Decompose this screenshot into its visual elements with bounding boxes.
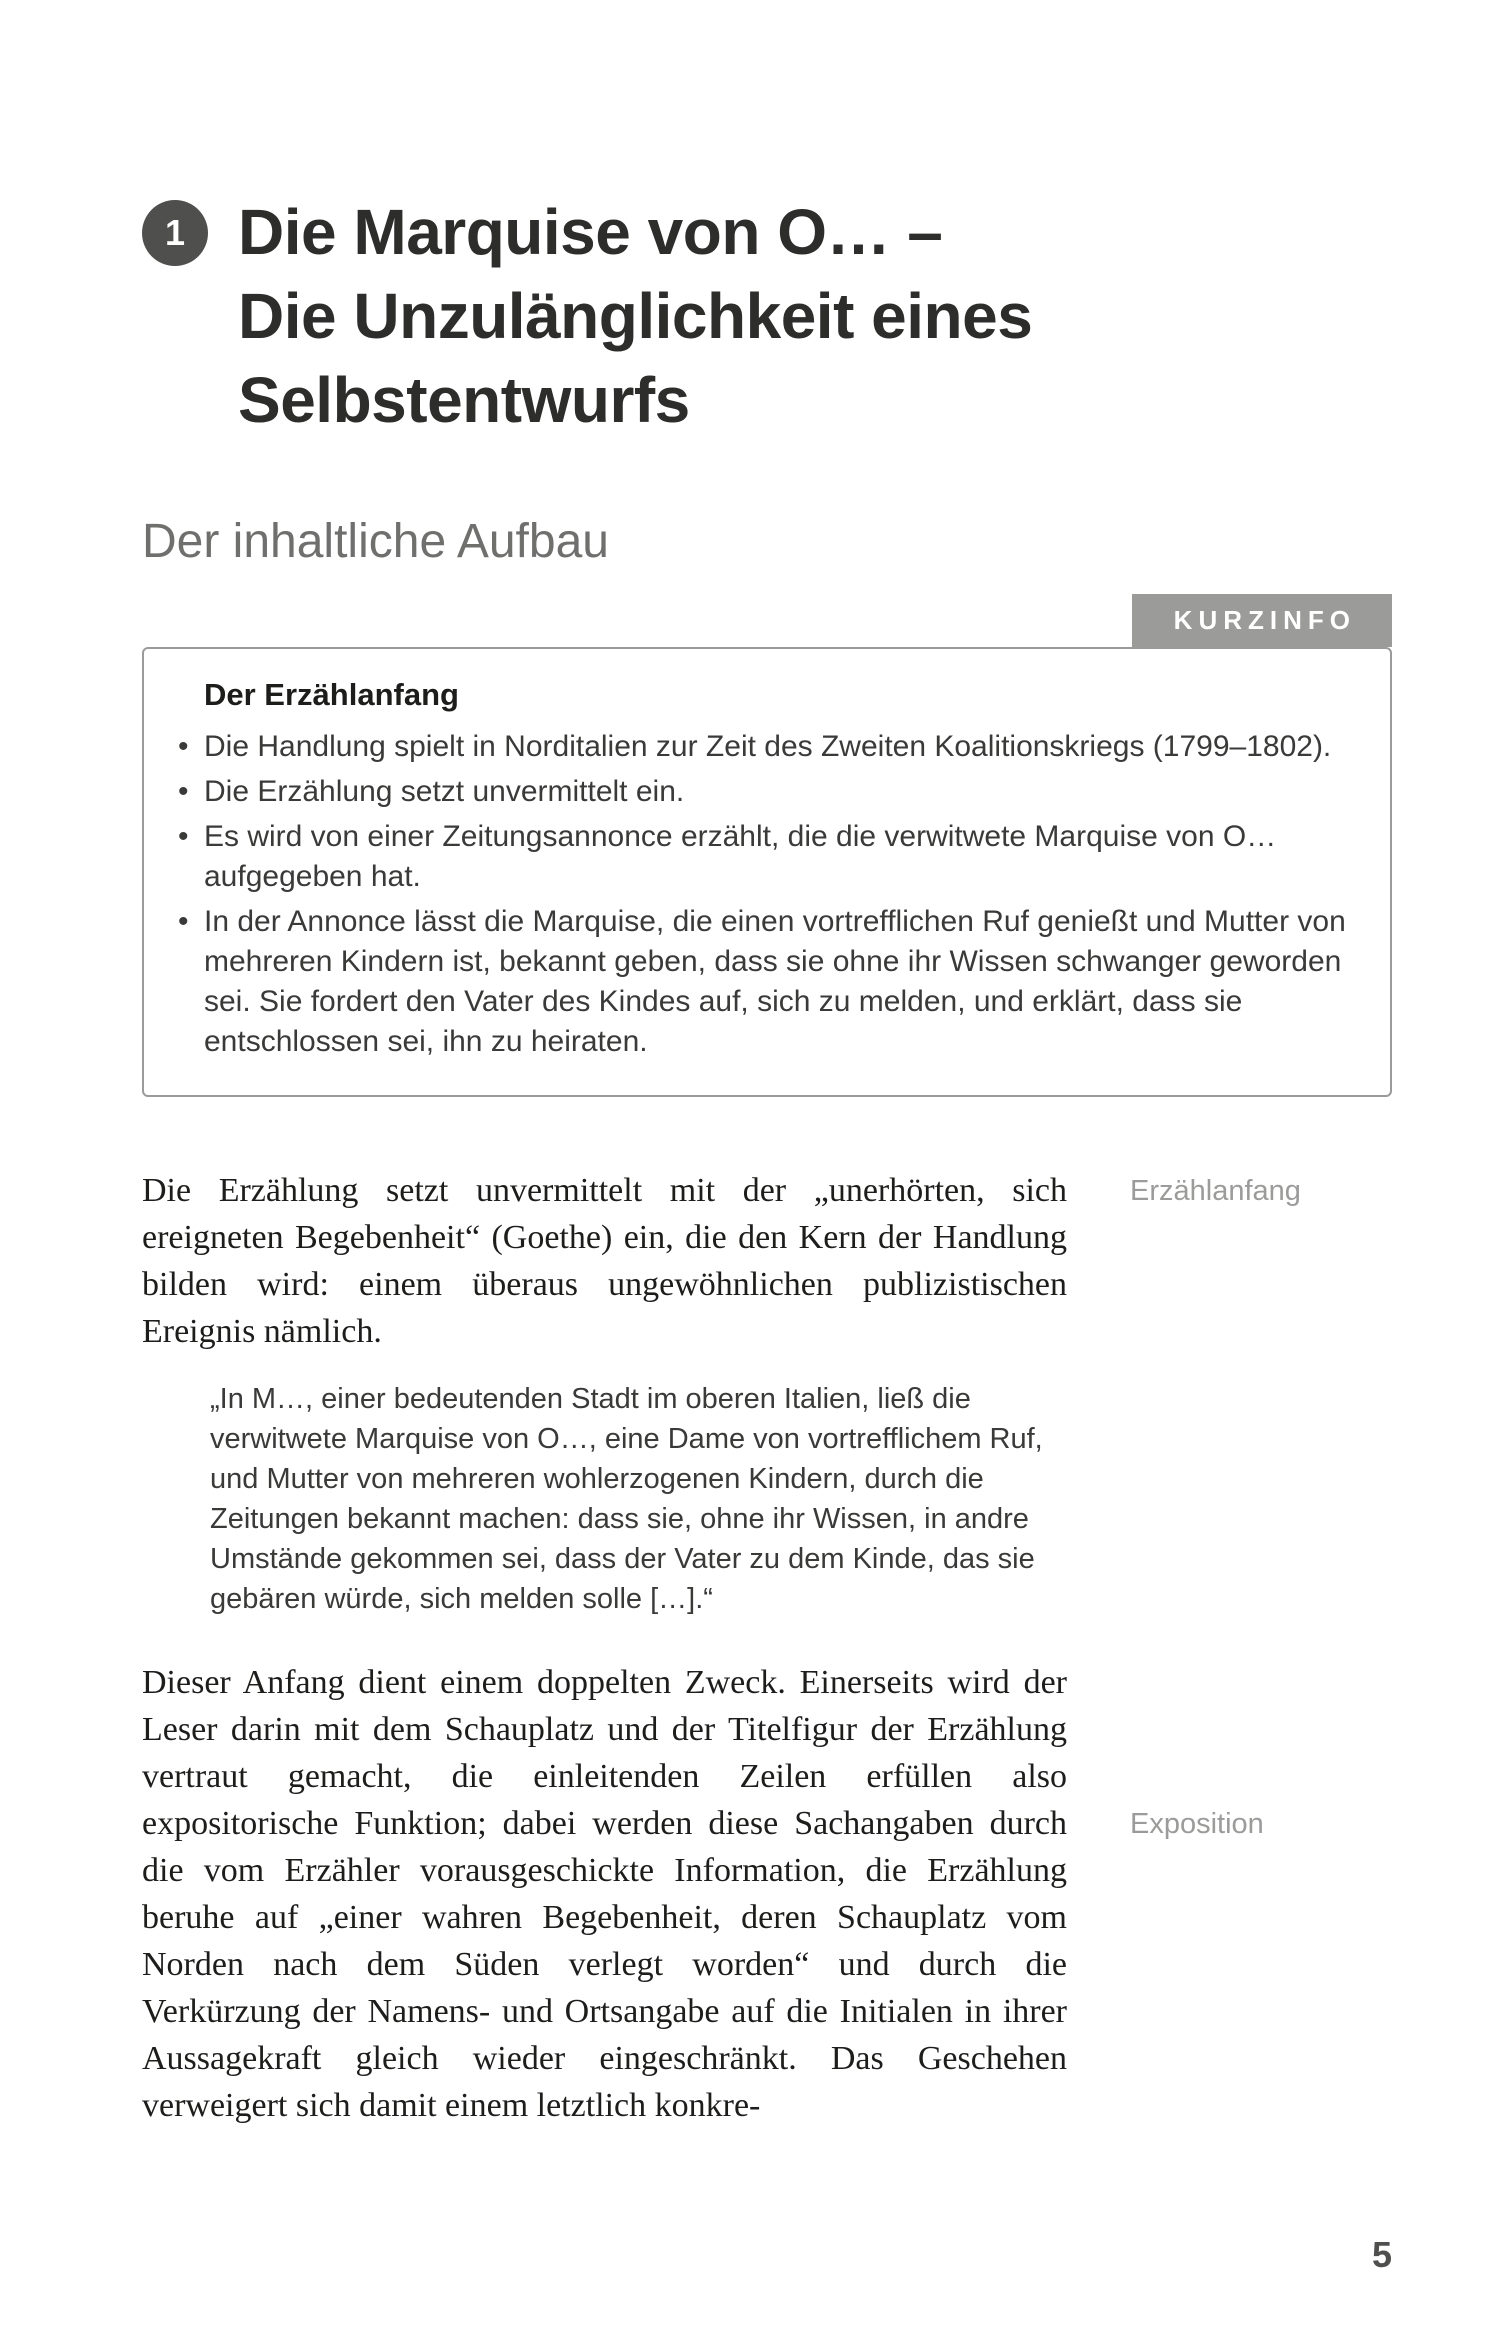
chapter-header [142, 190, 1392, 442]
chapter-title [238, 190, 1032, 442]
margin-note-exposition: Exposition [1130, 1808, 1264, 1840]
kurzinfo-heading: Der Erzählanfang [204, 677, 459, 712]
kurzinfo-list-item [178, 727, 1350, 767]
chapter-title-line-3: Selbstentwurfs [238, 364, 690, 436]
chapter-number-badge [142, 200, 208, 266]
kurzinfo-section [142, 594, 1392, 1097]
section-heading: Der inhaltliche Aufbau [142, 515, 609, 568]
kurzinfo-item-text: In der Annonce lässt die Marquise, die einen vortrefflichen Ruf genießt und Mutter von mehreren Kindern ist, bekannt geben, dass sie ohne ihr Wissen schwanger geworden sei. Sie fordert den Vater des Kindes auf, sich zu melden, und erklärt, dass sie entschlossen sei, ihn zu heiraten. [204, 905, 1346, 1058]
chapter-number: 1 [164, 212, 186, 253]
kurzinfo-tab: KURZINFO [1132, 594, 1392, 647]
bullet-icon: • [178, 730, 189, 763]
quote-block: „In M…, einer bedeutenden Stadt im oberen Italien, ließ die verwitwete Marquise von O…, eine Dame von vortrefflichem Ruf, und Mutter von mehreren wohlerzogenen Kindern, durch die Zeitungen bekannt machen: dass sie, ohne ihr Wissen, in andre Umstände gekommen sei, dass der Vater zu dem Kinde, das sie gebären würde, sich melden solle […].“ [210, 1383, 1043, 1615]
body-paragraph-1: Die Erzählung setzt unvermittelt mit der „unerhörten, sich ereigneten Begebenheit“ (Goethe) ein, die den Kern der Handlung bilden wird: einem überaus ungewöhnlichen publizistischen Ereignis nämlich. [142, 1172, 1067, 1350]
bullet-icon: • [178, 775, 189, 808]
body-text [142, 1167, 1392, 2129]
kurzinfo-item-text: Die Handlung spielt in Norditalien zur Zeit des Zweiten Koalitionskriegs (1799–1802). [204, 730, 1332, 763]
paragraph-row-2 [142, 1659, 1264, 2129]
kurzinfo-item-text: Die Erzählung setzt unvermittelt ein. [204, 775, 685, 808]
paragraph-row-1 [142, 1167, 1301, 1355]
kurzinfo-list [178, 727, 1350, 1062]
body-paragraph-2: Dieser Anfang dient einem doppelten Zweck. Einerseits wird der Leser darin mit dem Schauplatz und der Titelfigur der Erzählung vertraut gemacht, die einleitenden Zeilen erfüllen also expositorische Funktion; dabei werden diese Sachangaben durch die vom Erzähler vorausgeschickte Information, die Erzählung beruhe auf „einer wahren Begebenheit, deren Schauplatz vom Norden nach dem Süden verlegt worden“ und durch die Verkürzung der Namens- und Ortsangabe auf die Initialen in ihrer Aussagekraft gleich wieder eingeschränkt. Das Geschehen verweigert sich damit einem letztlich konkre- [142, 1664, 1067, 2124]
kurzinfo-list-item [178, 902, 1350, 1062]
kurzinfo-list-item [178, 817, 1350, 897]
kurzinfo-box [142, 647, 1392, 1097]
bullet-icon: • [178, 820, 189, 853]
chapter-title-line-1: Die Marquise von O… – [238, 196, 943, 268]
kurzinfo-item-text: Es wird von einer Zeitungsannonce erzählt, die die verwitwete Marquise von O… aufgegeben hat. [204, 820, 1277, 893]
chapter-title-line-2: Die Unzulänglichkeit eines [238, 280, 1033, 352]
kurzinfo-tab-row [142, 594, 1392, 647]
kurzinfo-list-item [178, 772, 1350, 812]
margin-note-erzaehlanfang: Erzählanfang [1130, 1175, 1301, 1207]
page-number: 5 [1371, 2234, 1392, 2275]
bullet-icon: • [178, 905, 189, 938]
